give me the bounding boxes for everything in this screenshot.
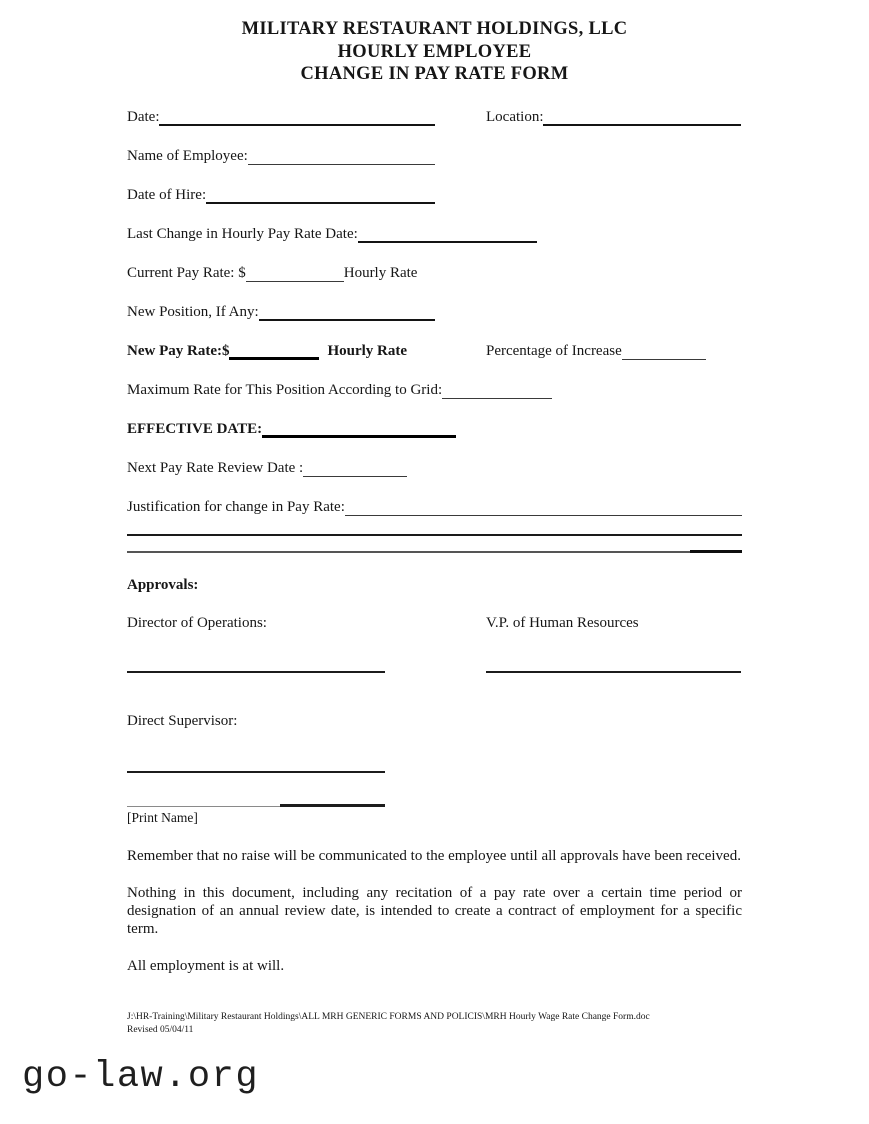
form-title — [127, 18, 742, 86]
date-of-hire-field — [127, 186, 435, 204]
supervisor-signature-line — [127, 771, 385, 773]
location-field — [486, 108, 741, 126]
date-location-row — [127, 106, 742, 126]
title-line-employee-type: HOURLY EMPLOYEE — [337, 41, 532, 62]
effective-date-blank-line — [262, 419, 456, 438]
note-at-will: All employment is at will. — [127, 957, 285, 974]
justification-row — [127, 496, 742, 516]
current-rate-label: Current Pay Rate: $ — [127, 264, 246, 281]
current-rate-suffix: Hourly Rate — [343, 264, 418, 281]
date-field — [127, 108, 435, 126]
approvals-heading: Approvals: — [127, 576, 199, 593]
new-rate-suffix: Hourly Rate — [327, 342, 408, 359]
percent-increase-label: Percentage of Increase — [486, 342, 622, 359]
new-rate-field — [127, 341, 486, 360]
new-position-blank-line — [259, 303, 435, 321]
date-of-hire-label: Date of Hire: — [127, 186, 207, 203]
director-signature-line — [127, 671, 385, 673]
current-rate-blank-line — [246, 265, 344, 282]
justification-blank-line-1 — [345, 499, 742, 516]
max-rate-blank-line — [442, 382, 552, 399]
date-of-hire-row — [127, 184, 742, 204]
new-rate-blank-line — [229, 341, 319, 360]
justification-blank-line-3 — [127, 551, 742, 553]
document-footer — [127, 1011, 719, 1037]
date-blank-line — [159, 108, 435, 126]
last-change-label: Last Change in Hourly Pay Rate Date: — [127, 225, 358, 242]
location-blank-line — [543, 108, 741, 126]
max-rate-label: Maximum Rate for This Position According to Grid: — [127, 381, 443, 398]
last-change-row — [127, 223, 742, 243]
employee-name-blank-line — [248, 148, 435, 165]
max-rate-row — [127, 379, 742, 399]
file-path: J:\HR-Training\Military Restaurant Holdings\ALL MRH GENERIC FORMS AND POLICIS\MRH Hourly Wage Rate Change Form.doc — [127, 1011, 650, 1022]
revised-date: Revised 05/04/11 — [127, 1024, 194, 1035]
note-no-raise: Remember that no raise will be communicated to the employee until all approvals have been received. — [127, 847, 741, 864]
employee-name-row — [127, 145, 742, 165]
location-label: Location: — [486, 108, 544, 125]
vp-signature-line — [486, 671, 741, 673]
title-line-company: MILITARY RESTAURANT HOLDINGS, LLC — [241, 19, 628, 39]
percent-increase-blank-line — [622, 343, 706, 360]
new-position-label: New Position, If Any: — [127, 303, 259, 320]
effective-date-label: EFFECTIVE DATE: — [127, 420, 263, 437]
title-line-form-name: CHANGE IN PAY RATE FORM — [300, 64, 569, 84]
supervisor-label: Direct Supervisor: — [127, 712, 238, 729]
new-rate-row — [127, 340, 742, 360]
next-review-label: Next Pay Rate Review Date : — [127, 459, 304, 476]
justification-blank-line-2 — [127, 534, 742, 536]
new-position-row — [127, 301, 742, 321]
justification-label: Justification for change in Pay Rate: — [127, 498, 345, 515]
employee-name-label: Name of Employee: — [127, 147, 248, 164]
effective-date-row — [127, 418, 742, 438]
director-label: Director of Operations: — [127, 614, 267, 631]
date-label: Date: — [127, 108, 160, 125]
current-rate-row — [127, 262, 742, 282]
next-review-blank-line — [303, 460, 407, 477]
supervisor-print-name-line — [127, 806, 385, 807]
employee-name-field — [127, 148, 435, 165]
last-change-field — [127, 225, 537, 243]
next-review-row — [127, 457, 742, 477]
watermark: go-law.org — [22, 1056, 260, 1098]
new-position-field — [127, 303, 435, 321]
note-no-contract: Nothing in this document, including any recitation of a pay rate over a certain time period or designation of an annual review date, is intended to create a contract of employment for a specific term. — [127, 884, 742, 937]
print-name-line-bold-segment — [280, 804, 385, 807]
print-name-caption: [Print Name] — [127, 809, 198, 825]
new-rate-label: New Pay Rate:$ — [127, 342, 230, 359]
approver-titles-row — [127, 615, 742, 635]
date-of-hire-blank-line — [206, 186, 435, 204]
line-end-mark — [690, 550, 742, 553]
vp-label: V.P. of Human Resources — [486, 614, 639, 631]
signature-lines-row — [127, 671, 742, 673]
percent-increase-field — [486, 343, 742, 360]
last-change-blank-line — [358, 225, 537, 243]
